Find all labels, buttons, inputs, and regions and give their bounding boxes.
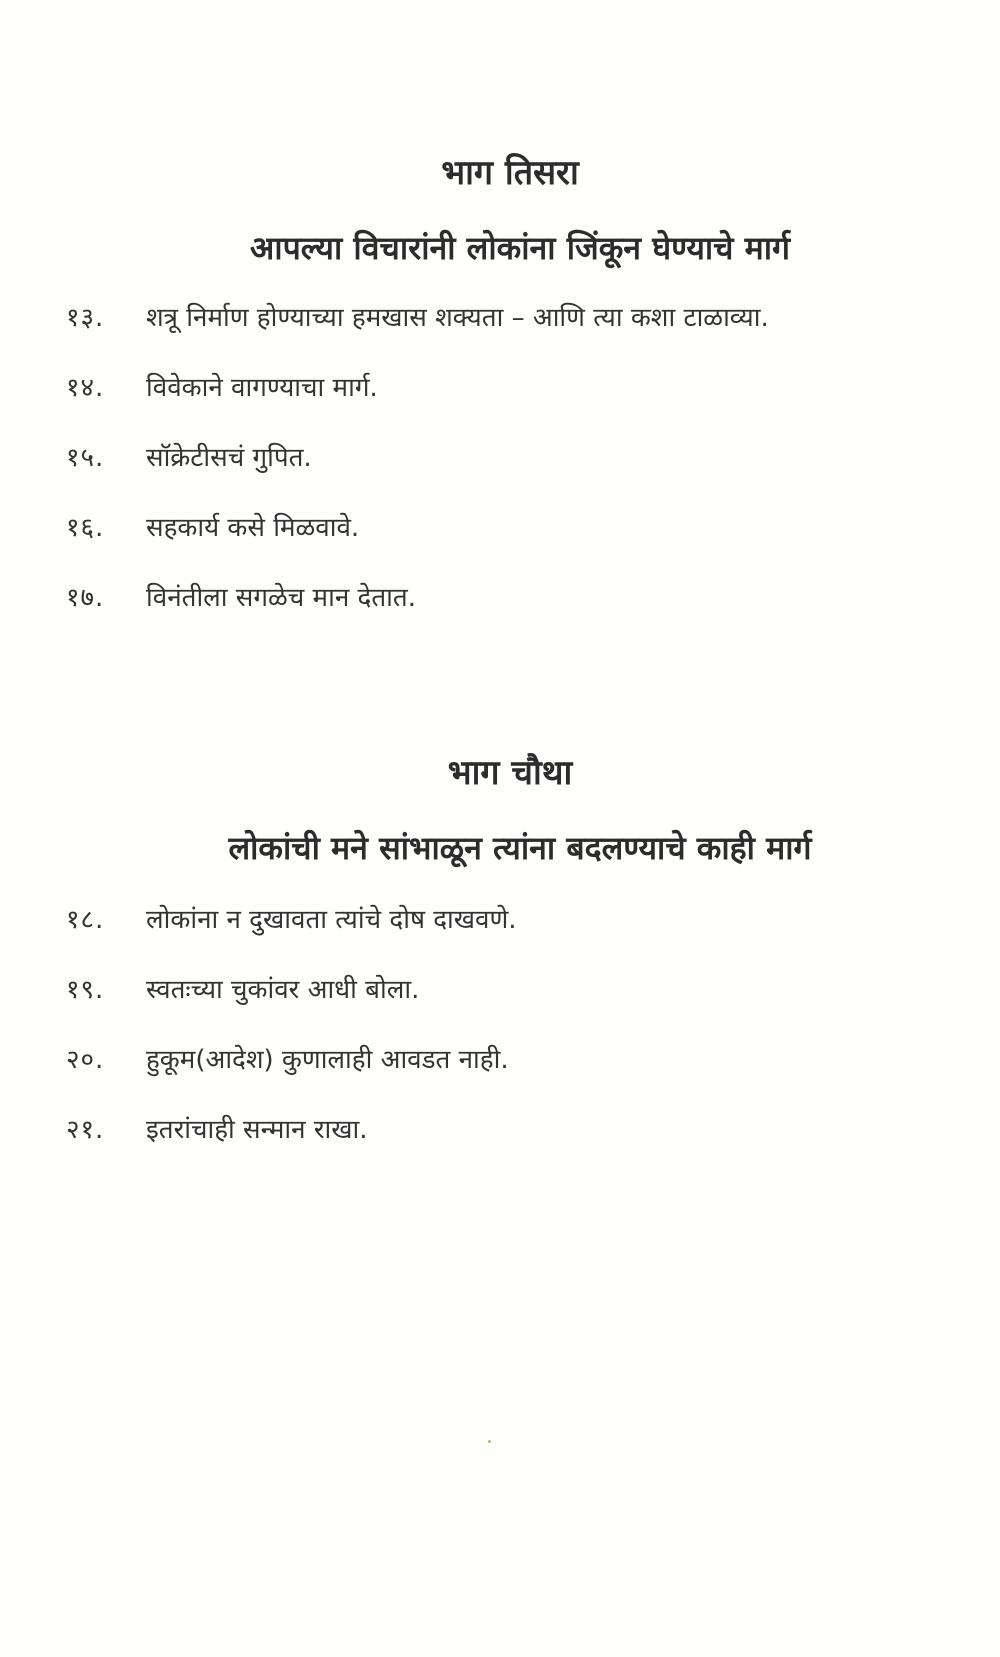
chapter-item (0, 1040, 1000, 1110)
chapter-title: हुकूम(आदेश) कुणालाही आवडत नाही. (146, 1045, 509, 1075)
chapter-title: सॉक्रेटीसचं गुपित. (146, 443, 312, 473)
part-four-heading: भाग चौथा (447, 753, 573, 793)
chapter-title: इतरांचाही सन्मान राखा. (146, 1115, 368, 1145)
part-three-subheading-wrap (0, 226, 1000, 269)
part-four-subheading-wrap (0, 826, 1000, 869)
chapter-number: १८. (66, 905, 105, 935)
chapter-title: विनंतीला सगळेच मान देतात. (146, 583, 416, 613)
chapter-number: १७. (66, 583, 105, 613)
part-four-subheading: लोकांची मने सांभाळून त्यांना बदलण्याचे काही मार्ग (228, 829, 812, 867)
part-three-section (0, 148, 1000, 194)
part-four-chapter-list (0, 900, 1000, 1180)
chapter-number: १६. (66, 513, 105, 543)
chapter-number: २१. (66, 1115, 105, 1145)
chapter-item (0, 1110, 1000, 1180)
chapter-item (0, 508, 1000, 578)
chapter-item (0, 298, 1000, 368)
chapter-title: लोकांना न दुखावता त्यांचे दोष दाखवणे. (146, 905, 517, 935)
chapter-title: स्वतःच्या चुकांवर आधी बोला. (146, 975, 420, 1005)
chapter-number: १३. (66, 303, 105, 333)
chapter-item (0, 900, 1000, 970)
chapter-item (0, 578, 1000, 648)
chapter-number: १५. (66, 443, 105, 473)
chapter-title: विवेकाने वागण्याचा मार्ग. (146, 373, 378, 403)
part-four-section (0, 748, 1000, 794)
part-three-subheading: आपल्या विचारांनी लोकांना जिंकून घेण्याचे मार्ग (249, 229, 791, 267)
paper-speck (488, 1440, 491, 1443)
chapter-item (0, 438, 1000, 508)
chapter-title: सहकार्य कसे मिळवावे. (146, 513, 360, 543)
chapter-number: १९. (66, 975, 105, 1005)
chapter-item (0, 970, 1000, 1040)
chapter-number: १४. (66, 373, 105, 403)
part-three-chapter-list (0, 298, 1000, 648)
chapter-item (0, 368, 1000, 438)
part-three-heading: भाग तिसरा (441, 153, 579, 193)
chapter-number: २०. (66, 1045, 105, 1075)
chapter-title: शत्रू निर्माण होण्याच्या हमखास शक्यता – आणि त्या कशा टाळाव्या. (146, 303, 769, 333)
